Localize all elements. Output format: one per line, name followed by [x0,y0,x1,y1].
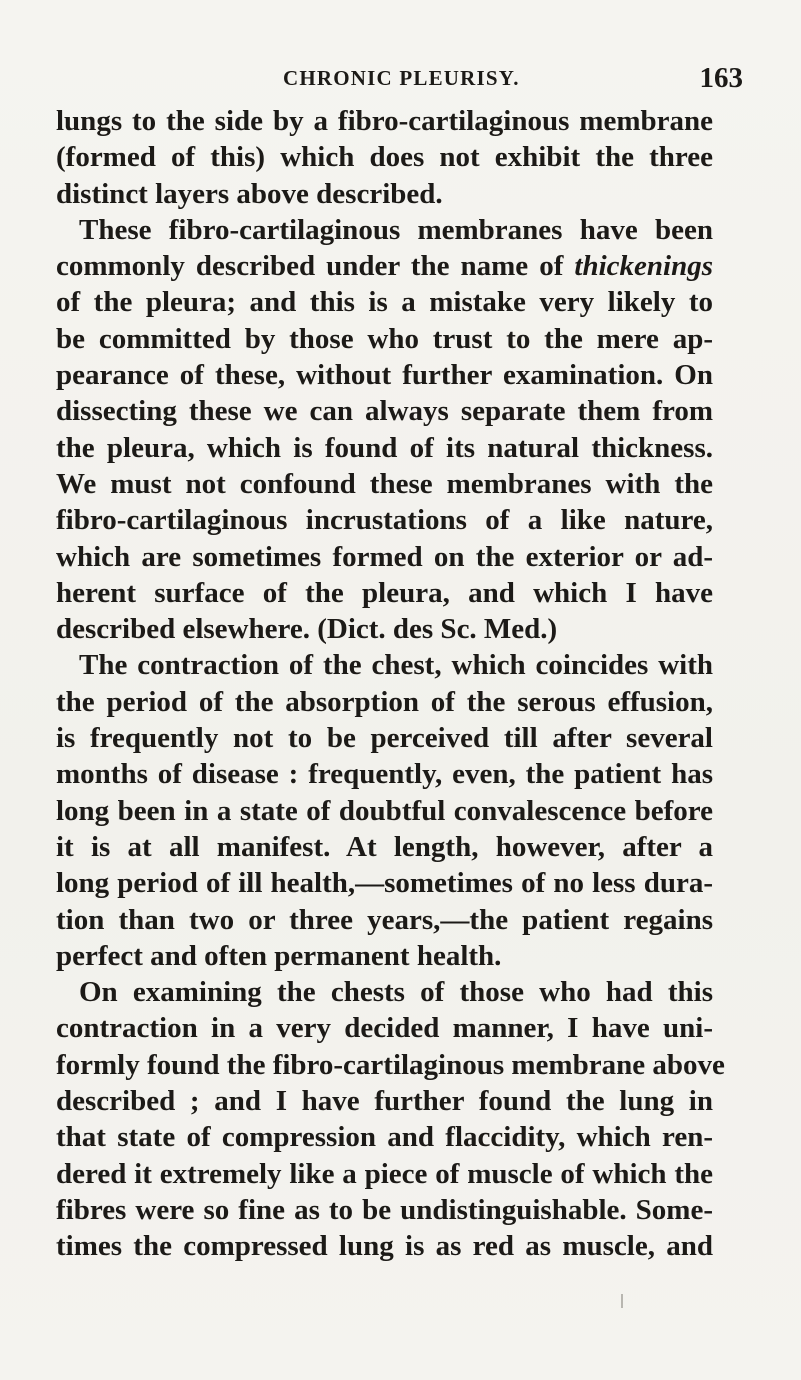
text-line: On examining the chests of those who had this [79,976,713,1009]
text-line: long been in a state of doubtful convalescence before [56,794,713,827]
text-line: described elsewhere. (Dict. des Sc. Med.) [56,613,558,646]
text-line: We must not confound these membranes with the [56,467,713,500]
text-line: The contraction of the chest, which coincides with [79,649,713,682]
text-line: the pleura, which is found of its natural thickness. [56,431,713,464]
text-line: of the pleura; and this is a mistake very likely to [56,286,713,319]
text-line: dered it extremely like a piece of muscle of which the [56,1157,713,1190]
text-line: dissecting these we can always separate them from [56,395,713,428]
body-text [56,103,725,1265]
italic-term: thickenings [574,250,713,283]
text-line: long period of ill health,—sometimes of no less dura- [56,867,713,900]
text-line: lungs to the side by a fibro-cartilaginous membrane [56,105,713,137]
text-line: herent surface of the pleura, and which I have [56,576,713,609]
text-line: months of disease : frequently, even, the patient has [56,758,713,791]
text-line [56,248,713,284]
text-line: the period of the absorption of the serous effusion, [56,685,713,718]
text-line: it is at all manifest. At length, however, after a [56,830,713,863]
text-line: fibro-cartilaginous incrustations of a like nature, [56,504,713,537]
text-line: pearance of these, without further examination. On [56,359,713,392]
text-line: tion than two or three years,—the patient regains [56,903,713,936]
text-line: distinct layers above described. [56,177,443,210]
text-line: that state of compression and flaccidity, which ren- [56,1121,713,1154]
text-line: These fibro-cartilaginous membranes have been [79,213,713,246]
text-line: formly found the fibro-cartilaginous membrane above [56,1048,725,1081]
text-line: contraction in a very decided manner, I have uni- [56,1012,713,1045]
text-line: fibres were so fine as to be undistinguishable. Some- [56,1193,713,1226]
page-number: 163 [699,62,743,94]
text-line: be committed by those who trust to the mere ap- [56,322,713,355]
ink-speck [621,1294,623,1308]
text-line: (formed of this) which does not exhibit the three [56,141,713,174]
text-line: times the compressed lung is as red as muscle, and [56,1230,713,1263]
text-line: described ; and I have further found the lung in [56,1085,713,1118]
page-header [0,62,801,98]
text-line: perfect and often permanent health. [56,939,502,972]
text-line: which are sometimes formed on the exterior or ad- [56,540,713,573]
running-head: CHRONIC PLEURISY. [283,66,520,90]
text-line: is frequently not to be perceived till after several [56,722,713,755]
text-line-part: commonly described under the name of [56,250,575,283]
